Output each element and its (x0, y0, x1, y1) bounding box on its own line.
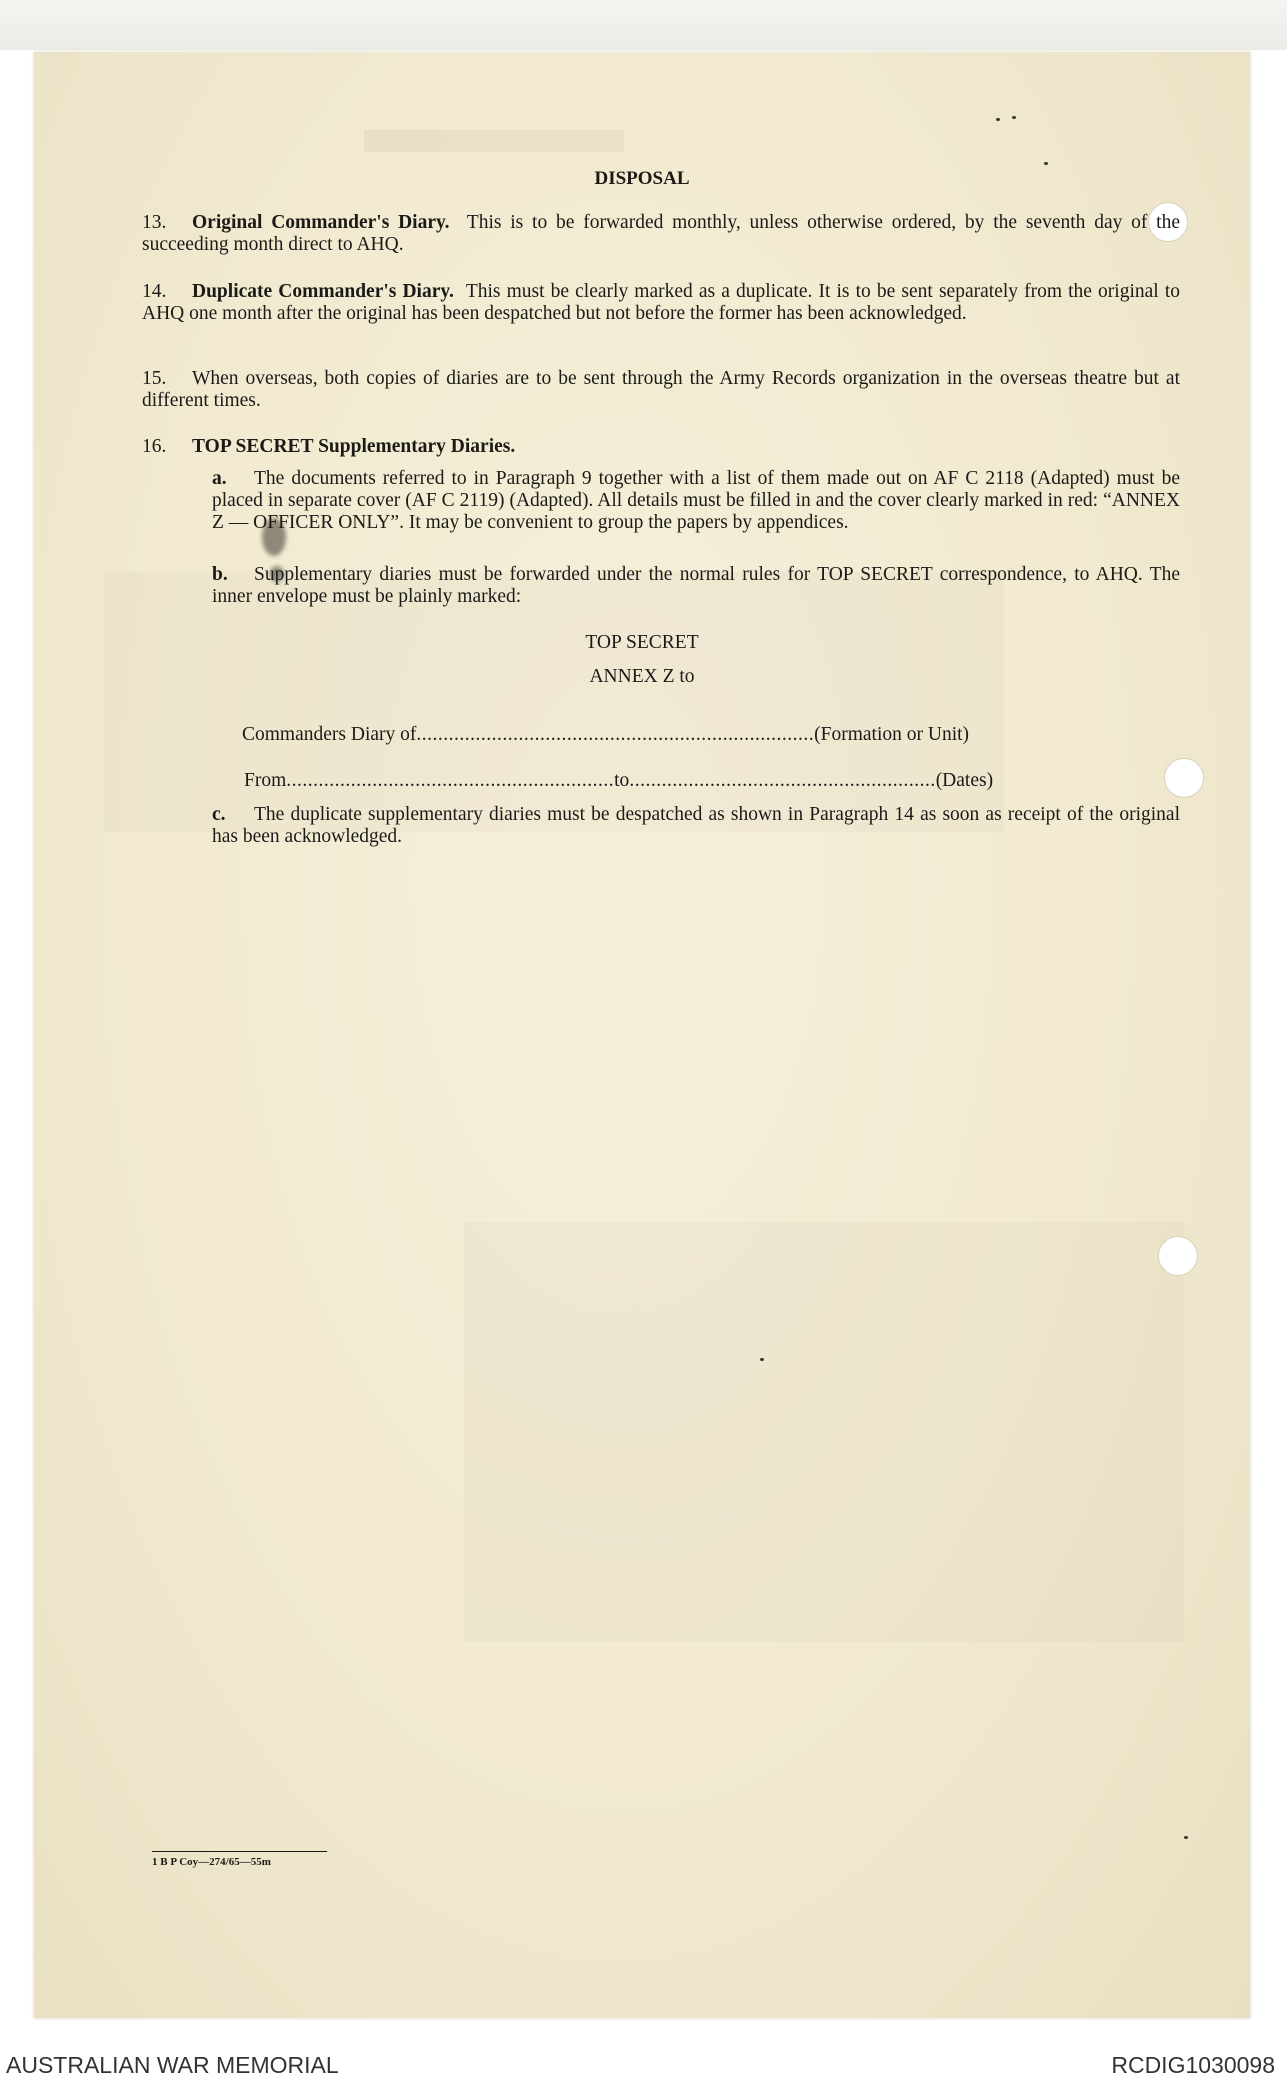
from-label: From (244, 770, 287, 791)
subparagraph-text: The documents referred to in Paragraph 9 together with a list of them made out on AF C 2118 (Adapted) must be placed in separate cover (AF C 2119) (Adapted). All details must be filled in and the cover clearly marked in red: “ANNEX Z — OFFICER ONLY”. It may be convenient to group the papers by appendices. (212, 468, 1180, 533)
paragraph-number: 16. (142, 436, 167, 457)
dates-label: (Dates) (935, 770, 994, 791)
archive-name: AUSTRALIAN WAR MEMORIAL (6, 2052, 339, 2078)
subparagraph-label: a. (212, 468, 227, 489)
speck (1184, 1836, 1188, 1839)
subparagraph-label: c. (212, 804, 226, 825)
paragraph-13 (142, 212, 1180, 256)
subparagraph-text: The duplicate supplementary diaries must be despatched as shown in Paragraph 14 as soon as receipt of the original has been acknowledged. (212, 804, 1180, 847)
diary-of-label: Commanders Diary of (242, 724, 417, 745)
to-label: to (614, 770, 630, 791)
subparagraph-label: b. (212, 564, 228, 585)
diary-of-line (242, 724, 969, 746)
envelope-line-annex: ANNEX Z to (589, 666, 695, 687)
paragraph-title: TOP SECRET Supplementary Diaries. (192, 436, 516, 457)
printer-mark: 1 B P Coy—274/65—55m (152, 1856, 271, 1868)
paragraph-number: 15. (142, 368, 167, 389)
formation-or-unit-label: (Formation or Unit) (814, 724, 970, 745)
paragraph-title: Duplicate Commander's Diary. (192, 281, 454, 302)
paragraph-15 (142, 368, 1180, 412)
from-blank: ............................................................. (286, 770, 615, 791)
speck (760, 1358, 764, 1361)
subparagraph-text: Supplementary diaries must be forwarded under the normal rules for TOP SECRET correspondence, to AHQ. The inner envelope must be plainly marked: (212, 564, 1180, 607)
subparagraph-b (212, 564, 1180, 608)
scan-background (0, 0, 1287, 50)
printer-rule (152, 1851, 327, 1852)
document-page (34, 52, 1250, 2018)
section-heading: DISPOSAL (594, 168, 690, 189)
show-through-block (104, 572, 1004, 832)
paragraph-text: This is to be forwarded monthly, unless otherwise ordered, by the seventh day of the succeeding month direct to AHQ. (142, 212, 1181, 255)
paragraph-14 (142, 281, 1180, 325)
speck (1044, 162, 1048, 165)
to-blank: ......................................................... (629, 770, 936, 791)
paragraph-title: Original Commander's Diary. (192, 212, 450, 233)
show-through-block (364, 130, 624, 152)
speck (1012, 116, 1016, 119)
paragraph-text: When overseas, both copies of diaries are to be sent through the Army Records organization in the overseas theatre but at different times. (142, 368, 1180, 411)
envelope-line-top-secret: TOP SECRET (585, 632, 699, 653)
subparagraph-c (212, 804, 1180, 848)
punch-hole (1164, 758, 1204, 798)
speck (996, 118, 1000, 121)
paragraph-number: 14. (142, 281, 167, 302)
paragraph-number: 13. (142, 212, 167, 233)
paragraph-16 (142, 436, 1180, 458)
diary-of-blank: .......................................................................... (416, 724, 815, 745)
show-through-block (464, 1222, 1184, 1642)
punch-hole (1158, 1236, 1198, 1276)
archive-id: RCDIG1030098 (1111, 2052, 1275, 2078)
from-to-line (244, 770, 993, 792)
paragraph-text: This must be clearly marked as a duplicate. It is to be sent separately from the original to AHQ one month after the original has been despatched but not before the former has been acknowledged. (142, 281, 1180, 324)
subparagraph-a (212, 468, 1180, 534)
